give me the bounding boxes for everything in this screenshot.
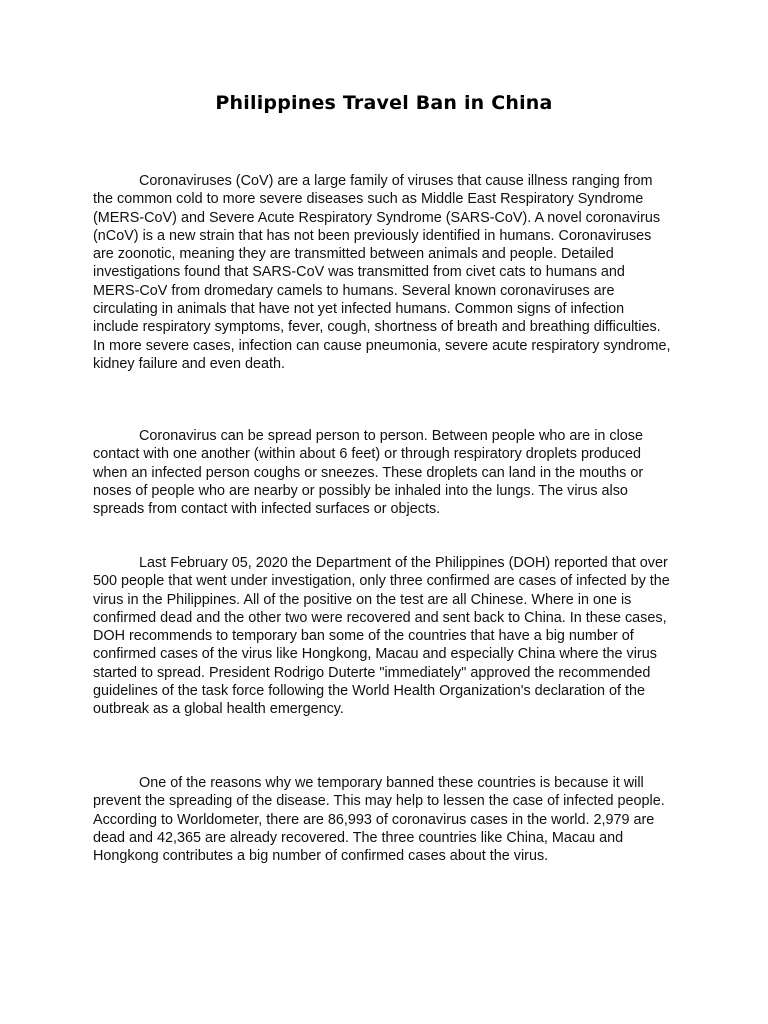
paragraph-transmission: Coronavirus can be spread person to person. Between people who are in close contact with one another (within about 6 feet) or through respiratory droplets produced when an infected person coughs or sneezes. These droplets can land in the mouths or noses of people who are nearby or possibly be inhaled into the lungs. The virus also spreads from contact with infected surfaces or objects. bbox=[93, 428, 644, 518]
document-title: Philippines Travel Ban in China bbox=[215, 92, 553, 114]
paragraph-travel-ban-reasons: One of the reasons why we temporary banned these countries is because it will prevent the spreading of the disease. This may help to lessen the case of infected people. According to Worldometer, there are 86,993 of coronavirus cases in the world. 2,979 are dead and 42,365 are already recovered. The three countries like China, Macau and Hongkong contributes a big number of confirmed cases about the virus. bbox=[93, 775, 665, 865]
paragraph-coronavirus-overview: Coronaviruses (CoV) are a large family of viruses that cause illness ranging from the common cold to more severe diseases such as Middle East Respiratory Syndrome (MERS-CoV) and Severe Acute Respiratory Syndrome (SARS-CoV). A novel coronavirus (nCoV) is a new strain that has not been previously identified in humans. Coronaviruses are zoonotic, meaning they are transmitted between animals and people. Detailed investigations found that SARS-CoV was transmitted from civet cats to humans and MERS-CoV from dromedary camels to humans. Several known coronaviruses are circulating in animals that have not yet infected humans. Common signs of infection include respiratory symptoms, fever, cough, shortness of breath and breathing difficulties. In more severe cases, infection can cause pneumonia, severe acute respiratory syndrome, kidney failure and even death. bbox=[93, 173, 671, 372]
paragraph-doh-report: Last February 05, 2020 the Department of the Philippines (DOH) reported that over 500 people that went under investigation, only three confirmed are cases of infected by the virus in the Philippines. All of the positive on the test are all Chinese. Where in one is confirmed dead and the other two were recovered and sent back to China. In these cases, DOH recommends to temporary ban some of the countries that have a big number of confirmed cases of the virus like Hongkong, Macau and especially China where the virus started to spread. President Rodrigo Duterte "immediately" approved the recommended guidelines of the task force following the World Health Organization's declaration of the outbreak as a global health emergency. bbox=[93, 555, 670, 718]
